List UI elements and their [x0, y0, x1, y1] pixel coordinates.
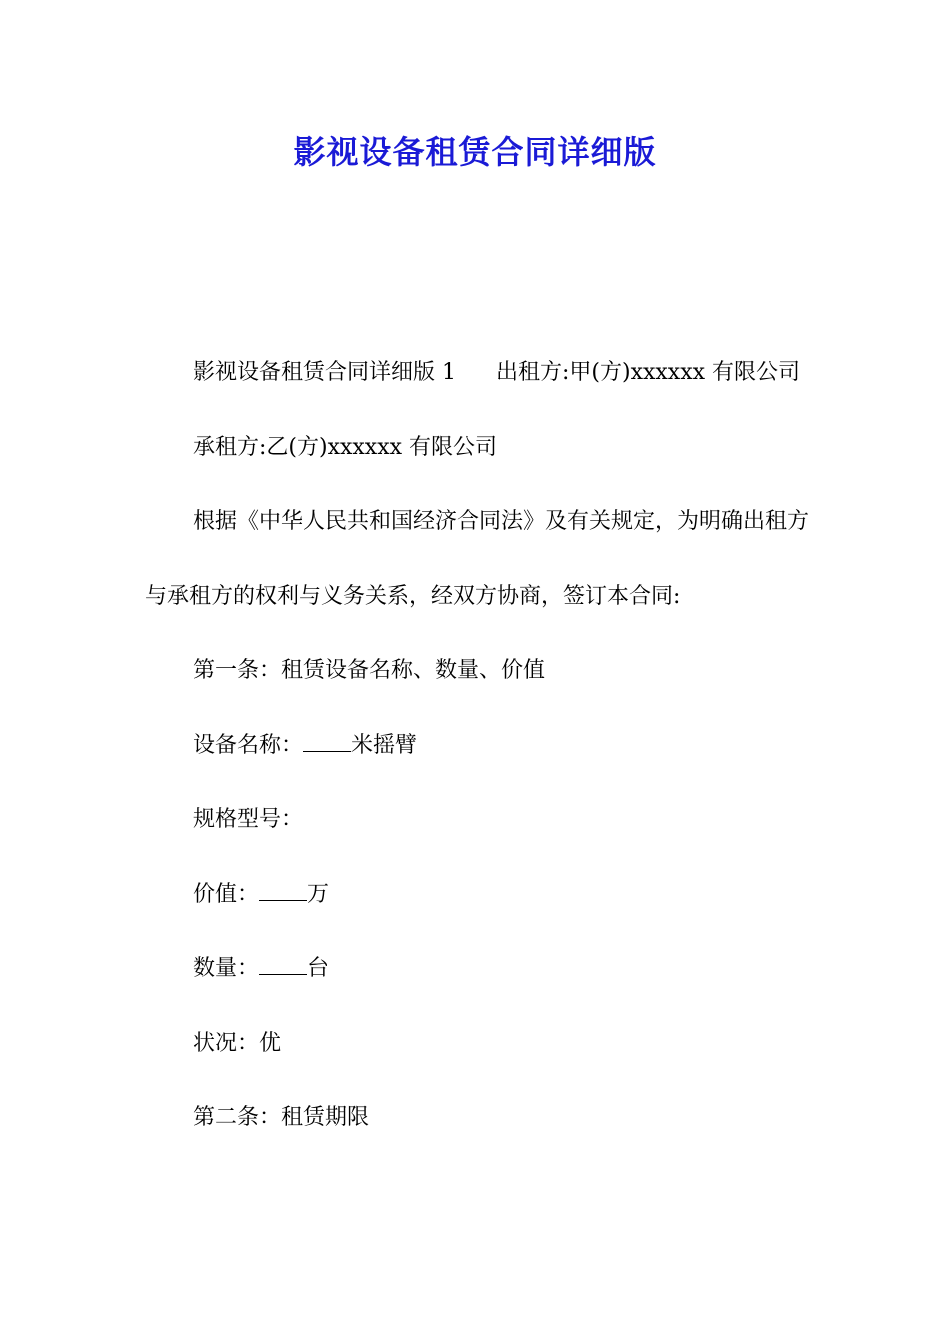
contract-heading-inline: 影视设备租赁合同详细版 1 — [193, 360, 456, 385]
field-unit: 万 — [307, 881, 330, 907]
field-condition: 状况：优 — [193, 1030, 282, 1056]
field-value-amount — [145, 858, 810, 933]
paragraph-preamble: 根据《中华人民共和国经济合同法》及有关规定，为明确出租方与承租方的权利与义务关系，经双方协商，签订本合同: — [145, 509, 810, 609]
lessor-text: 出租方:甲(方)xxxxxx 有限公司 — [496, 360, 801, 385]
field-label: 设备名称： — [193, 732, 304, 758]
blank-line — [259, 958, 307, 975]
field-label: 价值： — [193, 881, 260, 907]
article-one-heading: 第一条：租赁设备名称、数量、价值 — [193, 658, 546, 683]
blank-line — [259, 884, 307, 901]
field-quantity — [145, 932, 810, 1007]
document-body — [145, 336, 810, 1156]
article-two-heading: 第二条：租赁期限 — [193, 1105, 370, 1130]
field-model: 规格型号： — [193, 807, 304, 832]
blank-line — [303, 735, 351, 752]
paragraph-lessee: 承租方:乙(方)xxxxxx 有限公司 — [193, 434, 498, 460]
field-value: 米摇臂 — [351, 732, 418, 758]
field-label: 数量： — [193, 956, 260, 981]
document-title: 影视设备租赁合同详细版 — [293, 133, 657, 171]
field-equipment-name — [145, 709, 810, 784]
paragraph-parties-lessor — [145, 336, 810, 411]
field-unit: 台 — [307, 956, 330, 981]
